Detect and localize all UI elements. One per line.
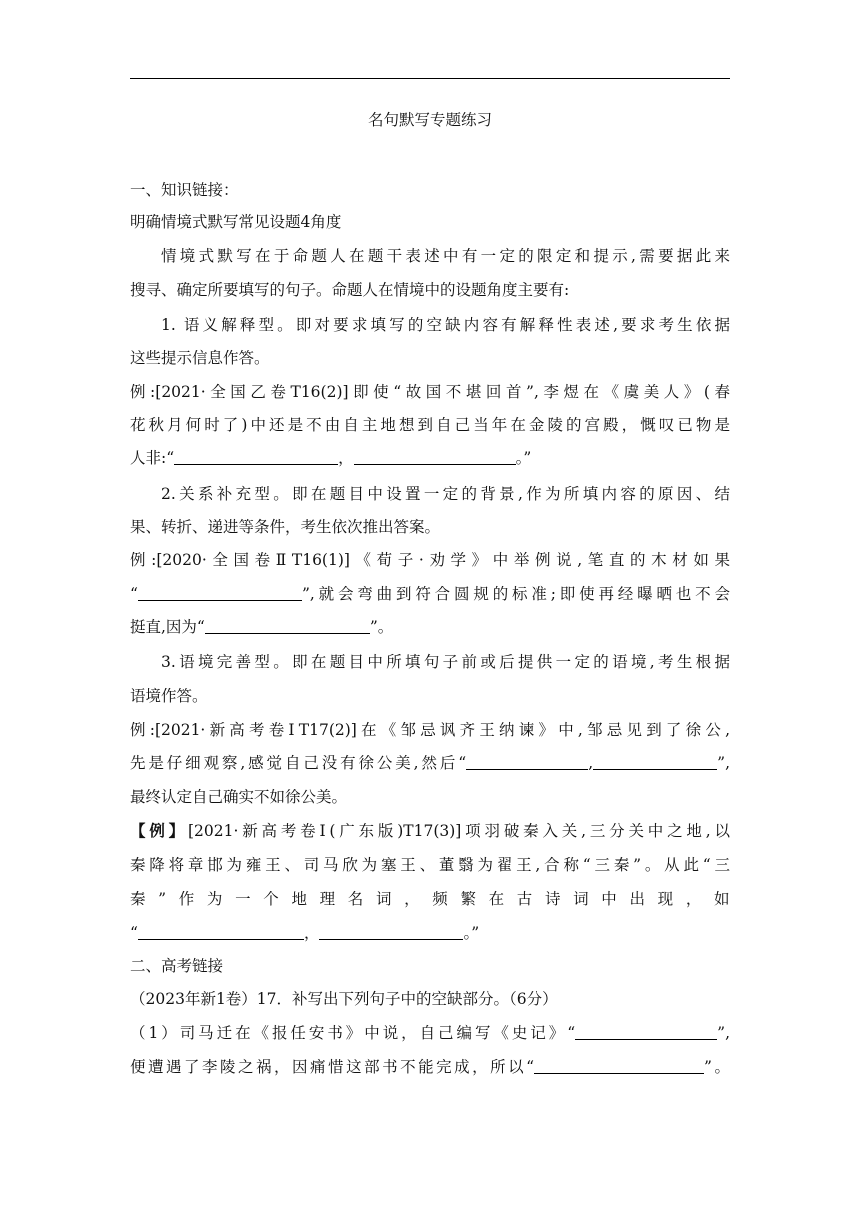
section2-heading: 二、高考链接 <box>130 957 224 975</box>
type2-line-1: 2.关系补充型。即在题目中设置一定的背景,作为所填内容的原因、结 <box>161 485 730 503</box>
example2-line-3-prefix: 挺直,因为“ <box>130 618 205 636</box>
question1-line-1-prefix: （1）司马迁在《报任安书》中说，自己编写《史记》“ <box>130 1024 576 1042</box>
example1-line-3-sep: ， <box>338 449 354 467</box>
question1-line-2-prefix: 便遭遇了李陵之祸，因痛惜这部书不能完成，所以“ <box>130 1058 535 1076</box>
example4-line-3: 秦”作为一个地理名词，频繁在古诗词中出现，如 <box>130 890 730 908</box>
example1-line-3-suffix: 。” <box>515 449 532 467</box>
answer-blank[interactable] <box>205 619 370 634</box>
type2-line-2: 果、转折、递进等条件，考生依次推出答案。 <box>130 518 441 536</box>
answer-blank[interactable] <box>575 1025 717 1040</box>
example2-line-2-prefix: “ <box>130 585 138 603</box>
answer-blank[interactable] <box>466 755 588 770</box>
example3-line-3: 最终认定自己确实不如徐公美。 <box>130 788 348 806</box>
intro-line-2: 搜寻、确定所要填写的句子。命题人在情境中的设题角度主要有: <box>130 281 570 299</box>
type3-line-2: 语境作答。 <box>130 687 208 705</box>
example1-line-2: 花秋月何时了)中还是不由自主地想到自己当年在金陵的宫殿，慨叹已物是 <box>130 416 730 434</box>
example4-line-1 <box>130 820 730 842</box>
example4-line-1-text: [2021·新高考卷Ⅰ(广东版)T17(3)]项羽破秦入关,三分关中之地,以 <box>187 822 730 840</box>
type1-line-2: 这些提示信息作答。 <box>130 349 270 367</box>
example3-line-2-sep: , <box>588 754 594 772</box>
example3-line-2-suffix: ”, <box>717 754 730 772</box>
example1-line-3-prefix: 人非:“ <box>130 449 175 467</box>
example1-line-1: 例:[2021·全国乙卷T16(2)]即使“故国不堪回首”,李煜在《虞美人》(春 <box>130 383 730 401</box>
example1-line-3 <box>130 447 730 469</box>
example4-line-4-prefix: “ <box>130 924 138 942</box>
answer-blank[interactable] <box>319 925 463 940</box>
question1-line-2-suffix: ”。 <box>704 1058 730 1076</box>
example4-line-4-suffix: 。” <box>463 924 480 942</box>
question1-line-1 <box>130 1022 730 1044</box>
question-header: （2023年新1卷）17．补写出下列句子中的空缺部分。（6分） <box>130 990 558 1008</box>
answer-blank[interactable] <box>534 1059 704 1074</box>
example4-line-4-sep: ， <box>303 924 320 942</box>
intro-line-1: 情境式默写在于命题人在题干表述中有一定的限定和提示,需要据此来 <box>161 247 730 265</box>
type1-line-1: 1. 语义解释型。即对要求填写的空缺内容有解释性表述,要求考生依据 <box>161 316 730 334</box>
answer-blank[interactable] <box>138 586 302 601</box>
header-rule <box>130 78 730 79</box>
example2-line-2-suffix: ”,就会弯曲到符合圆规的标准;即使再经曝晒也不会 <box>301 585 730 603</box>
example2-line-3-suffix: ”。 <box>369 618 394 636</box>
example2-line-1: 例:[2020·全国卷ⅡT16(1)]《荀子·劝学》中举例说,笔直的木材如果 <box>130 551 730 569</box>
example3-line-2 <box>130 752 730 774</box>
answer-blank[interactable] <box>174 450 338 465</box>
example4-tag: 【例】 <box>130 822 188 840</box>
answer-blank[interactable] <box>593 755 717 770</box>
answer-blank[interactable] <box>138 925 304 940</box>
question1-line-1-suffix: ”, <box>717 1024 730 1042</box>
example4-line-2: 秦降将章邯为雍王、司马欣为塞王、董翳为翟王,合称“三秦”。从此“三 <box>130 856 730 874</box>
type3-line-1: 3.语境完善型。即在题目中所填句子前或后提供一定的语境,考生根据 <box>161 653 730 671</box>
answer-blank[interactable] <box>354 450 516 465</box>
example3-line-1: 例:[2021·新高考卷ⅠT17(2)]在《邹忌讽齐王纳谏》中,邹忌见到了徐公, <box>130 721 730 739</box>
example2-line-3 <box>130 616 730 638</box>
page-title: 名句默写专题练习 <box>367 111 492 129</box>
section1-heading: 一、知识链接： <box>130 181 239 199</box>
example4-line-4 <box>130 922 730 944</box>
question1-line-2 <box>130 1056 730 1078</box>
example3-line-2-prefix: 先是仔细观察,感觉自己没有徐公美,然后“ <box>130 754 467 772</box>
example2-line-2 <box>130 583 730 605</box>
section1-subheading: 明确情境式默写常见设题4角度 <box>130 213 342 231</box>
